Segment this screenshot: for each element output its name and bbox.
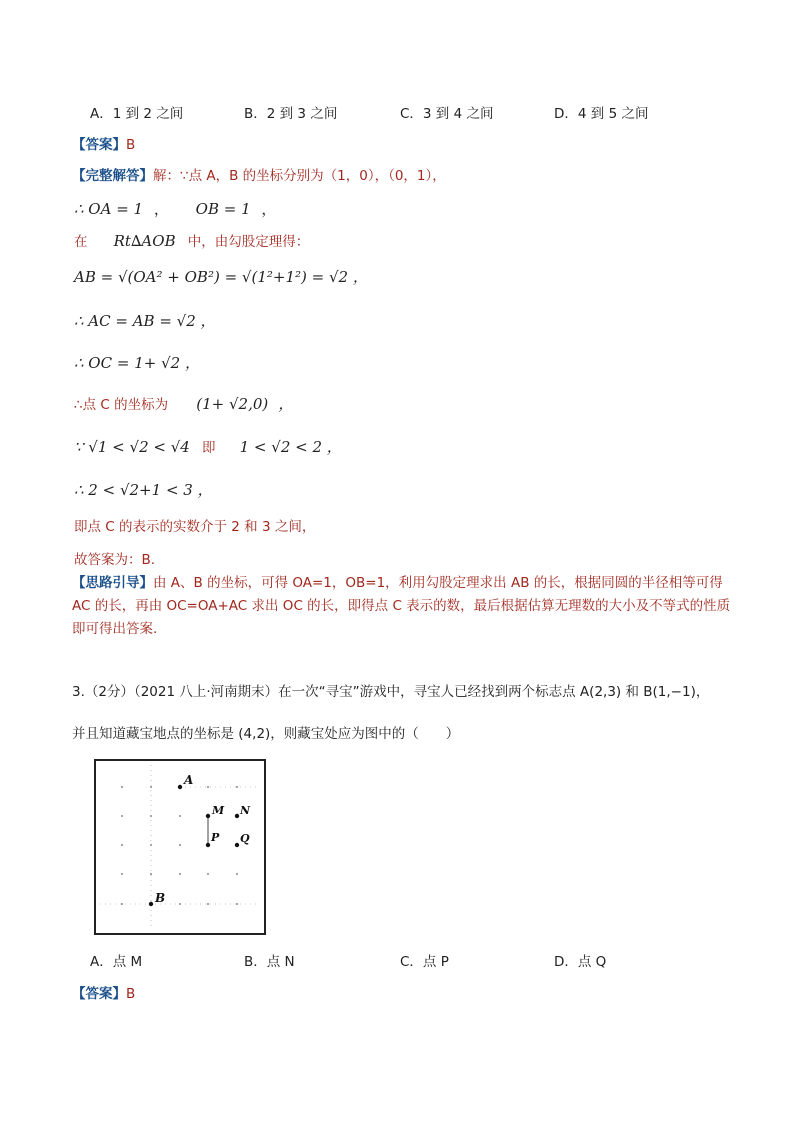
treasure-map-diagram [94, 759, 266, 935]
grid-dot [150, 873, 152, 875]
coordinate-text: ∴点 C 的坐标为 [74, 397, 169, 413]
answer-tag: 【答案】 [72, 137, 126, 153]
label-n: N [240, 804, 251, 817]
q3-stem-line-1: 3.（2分）（2021 八上·河南期末）在一次“寻宝”游戏中，寻宝人已经找到两个标志点 A(2,3) 和 B(1,−1)， [72, 684, 710, 700]
solution-line-2 [74, 230, 309, 250]
comma: ， [261, 200, 277, 218]
grid-dot [179, 873, 181, 875]
oa-equation: ∴ OA = 1 [74, 200, 144, 218]
solution-intro [72, 164, 446, 184]
label-m: M [212, 804, 225, 817]
grid-dot [121, 903, 123, 905]
option-c-q2: C．3 到 4 之间 [400, 106, 494, 122]
label-q: Q [240, 832, 250, 845]
solution-line-8: ∴ 2 < √2+1 < 3 ， [74, 481, 213, 499]
solution-line-3: AB = √(OA² + OB²) = √(1²+1²) = √2 ， [74, 268, 368, 286]
pythagoras-text: 中，由勾股定理得： [187, 234, 310, 250]
sqrt-bounds: 1 < √2 < 2 ， [239, 438, 342, 456]
grid-dot [236, 903, 238, 905]
grid-dot [179, 844, 181, 846]
grid-dot [236, 786, 238, 788]
solution-line-9: 即点 C 的表示的实数介于 2 和 3 之间， [74, 519, 316, 535]
solution-line-5: ∴ OC = 1+ √2 ， [74, 354, 200, 372]
triangle-aob: Rt∆AOB [113, 232, 176, 250]
point-q [235, 843, 239, 847]
grid-dot [207, 873, 209, 875]
grid-dot [121, 815, 123, 817]
label-a: A [184, 773, 194, 787]
option-d-q2: D．4 到 5 之间 [554, 106, 649, 122]
option-b-q3: B．点 N [244, 954, 295, 970]
point-b [149, 902, 153, 906]
ob-equation: OB = 1 [195, 200, 251, 218]
hint-paragraph [72, 572, 732, 641]
option-d-q3: D．点 Q [554, 954, 607, 970]
answer-value: B [126, 137, 136, 153]
point-m [206, 814, 210, 818]
text-ji: 即 [201, 440, 216, 456]
answer-tag: 【答案】 [72, 986, 126, 1002]
solution-line-6 [74, 393, 293, 414]
hint-text: 由 A、B 的坐标，可得 OA=1，OB=1，利用勾股定理求出 AB 的长，根据同圆的半径相等可得 AC 的长，再由 OC=OA+AC 求出 OC 的长，即得点 C 表示的数，最后根据估算无理数的大小及不等式的性质即可得出答案. [72, 575, 731, 637]
label-p: P [211, 831, 220, 844]
grid-dot [121, 873, 123, 875]
option-a-q3: A．点 M [90, 954, 143, 970]
comma: ， [278, 395, 294, 413]
option-b-q2: B．2 到 3 之间 [244, 106, 338, 122]
solution-line-1 [74, 198, 276, 219]
hint-tag: 【思路引导】 [72, 575, 153, 591]
grid-dot [121, 844, 123, 846]
q3-stem-line-2: 并且知道藏宝地点的坐标是 (4,2)，则藏宝处应为图中的（ ） [72, 726, 460, 742]
sqrt-inequality: ∵ √1 < √2 < √4 [74, 438, 190, 456]
answer-q3 [72, 982, 135, 1002]
solution-line-7 [74, 436, 342, 457]
answer-value: B [126, 986, 136, 1002]
label-b: B [155, 891, 166, 905]
grid-dot [207, 786, 209, 788]
point-p [206, 843, 210, 847]
grid-dot [207, 903, 209, 905]
grid-dot [150, 786, 152, 788]
option-c-q3: C．点 P [400, 954, 449, 970]
solution-tag: 【完整解答】 [72, 168, 153, 184]
point-c-coordinate: (1+ √2,0) [196, 395, 269, 413]
text-zai: 在 [74, 234, 88, 250]
solution-line-4: ∴ AC = AB = √2 ， [74, 312, 216, 330]
point-a [178, 785, 182, 789]
answer-q2 [72, 133, 135, 153]
grid-dot [121, 786, 123, 788]
comma: ， [153, 200, 169, 218]
grid-dot [179, 815, 181, 817]
solution-intro-text: 解：∵点 A，B 的坐标分别为（1，0），（0，1）， [153, 168, 446, 184]
point-n [235, 814, 239, 818]
grid-dot [236, 873, 238, 875]
solution-line-10: 故答案为：B. [74, 552, 156, 568]
option-a-q2: A．1 到 2 之间 [90, 106, 184, 122]
